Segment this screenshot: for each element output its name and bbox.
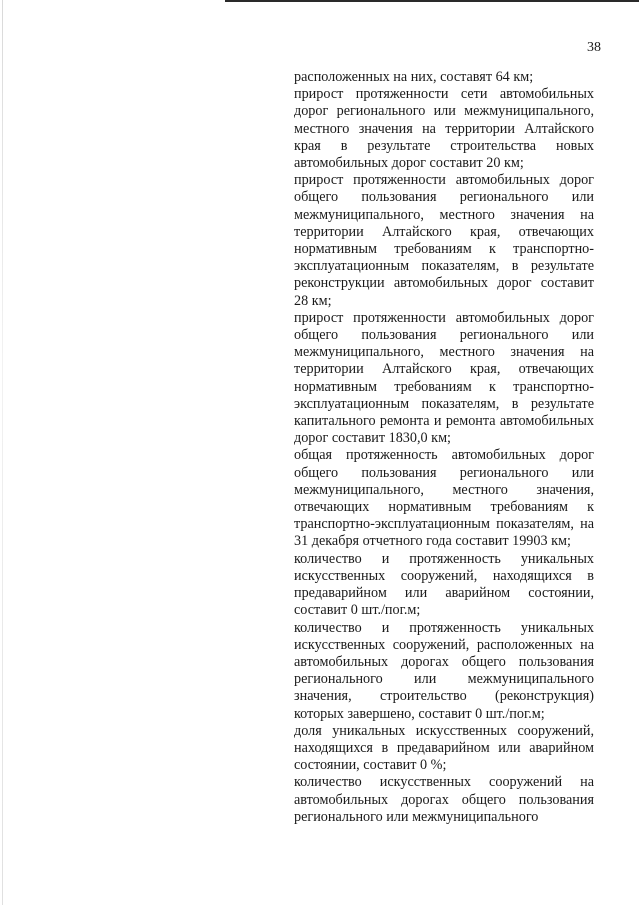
paragraph-road-length-continuation: расположенных на них, составят 64 км; [294,69,534,85]
paragraph-reconstruction-growth: прирост протяженности автомобильных дорог общего пользования регионального или межмуниципального, местного значения на территории Алтайского края, отвечающих нормативным требованиям к транспортноэксплуатационным показателям, в результате реконструкции автомобильных дорог составит 28 км; [294,172,594,309]
scan-edge-left [2,0,3,905]
paragraph-emergency-share: доля уникальных искусственных сооружений, находящихся в предаварийном или аварийном состоянии, составит 0 %; [294,722,594,774]
page-number: 38 [587,40,601,55]
paragraph-completed-structures: количество и протяженность уникальных искусственных сооружений, расположенных на автомобильных дорогах общего пользования регионального или межмуниципального значения, строительство (реконструкция) которых завершено, составит 0 шт./пог.м; [294,619,594,722]
paragraph-total-length: общая протяженность автомобильных дорог общего пользования регионального или межмуниципального, местного значения, отвечающих нормативным требованиям к транспортно-эксплуатационным показателям, на 31 декабря отчетного года составит 19903 км; [294,447,594,550]
scan-edge-top [225,0,639,2]
paragraph-new-roads-growth: прирост протяженности сети автомобильных дорог регионального или межмуниципального, местного значения на территории Алтайского края в результате строительства новых автомобильных дорог составит 20 км; [294,86,594,172]
paragraph-emergency-structures: количество и протяженность уникальных искусственных сооружений, находящихся в предаварийном или аварийном состоянии, составит 0 шт./пог.м; [294,550,594,619]
paragraph-repair-growth: прирост протяженности автомобильных дорог общего пользования регионального или межмуниципального, местного значения на территории Алтайского края, отвечающих нормативным требованиям к транспортноэксплуатационным показателям, в результате капитального ремонта и ремонта автомобильных дорог составит 1830,0 км; [294,309,594,447]
document-text-column [294,69,594,826]
paragraph-artificial-structures: количество искусственных сооружений на автомобильных дорогах общего пользования регионального или межмуниципального [294,774,594,825]
